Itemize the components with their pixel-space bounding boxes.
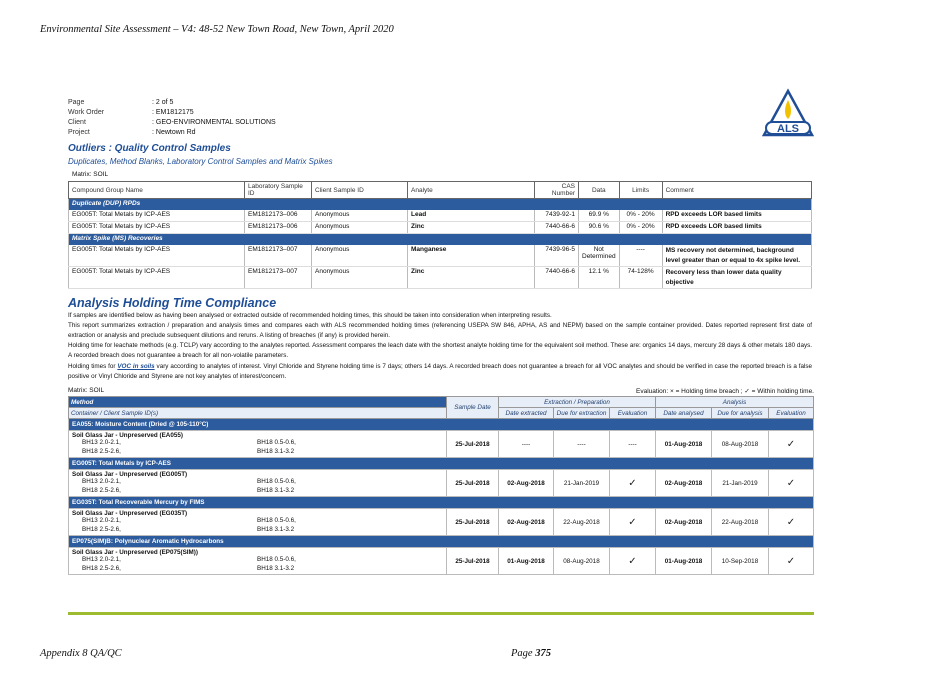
report-meta: Page : 2 of 5 Work Order : EM1812175 Client : GEO-ENVIRONMENTAL SOLUTIONS Project : Newtown Rd xyxy=(68,99,276,136)
holding-para-4: Holding times for VOC in soils vary according to analytes of interest. Vinyl Chloride and Styrene holding time is 7 days; others 14 days. A recorded breach does not guarantee a breach for all VOC analytes and should be verified in case the reported breach is a false positive or Vinyl Chloride and Styrene are not key analytes of interest/concern. xyxy=(68,363,813,380)
table-row: EG005T: Total Metals by ICP-AES EM1812173–007 Anonymous Manganese 7439-96-5 Not Determined ---- MS recovery not determined, background level greater than or equal to 4x spike level. xyxy=(69,245,812,267)
table-row: Soil Glass Jar - Unpreserved (EA055) BH13 2.0-2.1, BH18 0.5-0.6, BH18 2.5-2.6, BH18 3.1-3.2 25-Jul-2018 ---- ---- ---- 01-Aug-2018 08-Aug-2018 ✓ xyxy=(69,431,814,458)
appendix-label: Appendix 8 QA/QC xyxy=(40,648,122,659)
outliers-title: Outliers : Quality Control Samples xyxy=(68,143,231,154)
sample-list: BH13 2.0-2.1, BH18 0.5-0.6, BH18 2.5-2.6, BH18 3.1-3.2 xyxy=(82,556,296,572)
holding-matrix: Matrix: SOIL xyxy=(68,387,105,394)
method-row: EA055: Moisture Content (Dried @ 105-110°C) xyxy=(69,419,814,431)
document-header: Environmental Site Assessment – V4: 48-52 New Town Road, New Town, April 2020 xyxy=(40,24,394,35)
sample-list: BH13 2.0-2.1, BH18 0.5-0.6, BH18 2.5-2.6, BH18 3.1-3.2 xyxy=(82,478,296,494)
sample-list: BH13 2.0-2.1, BH18 0.5-0.6, BH18 2.5-2.6, BH18 3.1-3.2 xyxy=(82,517,296,533)
table-row: Soil Glass Jar - Unpreserved (EP075(SIM)) BH13 2.0-2.1, BH18 0.5-0.6, BH18 2.5-2.6, BH18 3.1-3.2 25-Jul-2018 01-Aug-2018 08-Aug-2018 ✓ 01-Aug-2018 10-Sep-2018 ✓ xyxy=(69,548,814,575)
holding-header-row-1: Method Sample Date Extraction / Preparation Analysis xyxy=(69,397,814,408)
outliers-table xyxy=(68,181,812,289)
method-row: EG005T: Total Metals by ICP-AES xyxy=(69,458,814,470)
check-icon: ✓ xyxy=(610,470,656,497)
als-logo-icon xyxy=(762,88,814,140)
section-row: Duplicate (DUP) RPDs xyxy=(69,199,812,211)
table-row: EG005T: Total Metals by ICP-AES EM1812173–006 Anonymous Zinc 7440-66-6 90.6 % 0% - 20% RPD exceeds LOR based limits xyxy=(69,222,812,234)
svg-text:ALS: ALS xyxy=(777,123,799,135)
check-icon: ✓ xyxy=(769,548,814,575)
outliers-subtitle: Duplicates, Method Blanks, Laboratory Control Samples and Matrix Spikes xyxy=(68,157,333,166)
table-row: Soil Glass Jar - Unpreserved (EG035T) BH13 2.0-2.1, BH18 0.5-0.6, BH18 2.5-2.6, BH18 3.1-3.2 25-Jul-2018 02-Aug-2018 22-Aug-2018 ✓ 02-Aug-2018 22-Aug-2018 ✓ xyxy=(69,509,814,536)
holding-para-3: Holding time for leachate methods (e.g. TCLP) vary according to the analytes reported. Assessment compares the leach date with the shortest analyte holding time for the equivalent soil method. These are: organics 14 days, mercury 28 days & other metals 180 days. A recorded breach does not guarantee a breach for all non-volatile parameters. xyxy=(68,342,812,359)
holding-header-row-2: Container / Client Sample ID(s) Date extracted Due for extraction Evaluation Date analysed Due for analysis Evaluation xyxy=(69,408,814,419)
holding-time-title: Analysis Holding Time Compliance xyxy=(68,296,277,310)
table-row: Soil Glass Jar - Unpreserved (EG005T) BH13 2.0-2.1, BH18 0.5-0.6, BH18 2.5-2.6, BH18 3.1-3.2 25-Jul-2018 02-Aug-2018 21-Jan-2019 ✓ 02-Aug-2018 21-Jan-2019 ✓ xyxy=(69,470,814,497)
voc-in-soils-link[interactable]: VOC in soils xyxy=(117,363,155,370)
holding-time-table xyxy=(68,396,814,575)
outliers-matrix: Matrix: SOIL xyxy=(72,171,109,178)
check-icon: ✓ xyxy=(769,431,814,458)
holding-para-1: If samples are identified below as having been analysed or extracted outside of recommended holding times, this should be taken into consideration when interpreting results. xyxy=(68,312,552,319)
table-row: EG005T: Total Metals by ICP-AES EM1812173–006 Anonymous Lead 7439-92-1 69.9 % 0% - 20% RPD exceeds LOR based limits xyxy=(69,210,812,222)
table-row: EG005T: Total Metals by ICP-AES EM1812173–007 Anonymous Zinc 7440-66-6 12.1 % 74-128% Recovery less than lower data quality objective xyxy=(69,267,812,289)
sample-list: BH13 2.0-2.1, BH18 0.5-0.6, BH18 2.5-2.6, BH18 3.1-3.2 xyxy=(82,439,296,455)
method-row: EP075(SIM)B: Polynuclear Aromatic Hydrocarbons xyxy=(69,536,814,548)
check-icon: ✓ xyxy=(610,548,656,575)
holding-para-2: This report summarizes extraction / preparation and analysis times and compares each with ALS recommended holding times (referencing USEPA SW 846, APHA, AS and NEPM) based on the sample container provided. Dates reported represent first date of extraction or analysis and preclude subsequent dilutions and reruns. A listing of breaches (if any) is provided herein. xyxy=(68,322,812,339)
page-number: Page 375 xyxy=(511,648,551,659)
check-icon: ✓ xyxy=(769,509,814,536)
outliers-header-row: Compound Group Name Laboratory Sample ID Client Sample ID Analyte CAS Number Data Limits Comment xyxy=(69,182,812,199)
check-icon: ✓ xyxy=(769,470,814,497)
evaluation-legend: Evaluation: × = Holding time breach ; ✓ = Within holding time. xyxy=(636,388,814,395)
footer-divider xyxy=(68,612,814,615)
method-row: EG035T: Total Recoverable Mercury by FIMS xyxy=(69,497,814,509)
section-row: Matrix Spike (MS) Recoveries xyxy=(69,234,812,246)
check-icon: ✓ xyxy=(610,509,656,536)
